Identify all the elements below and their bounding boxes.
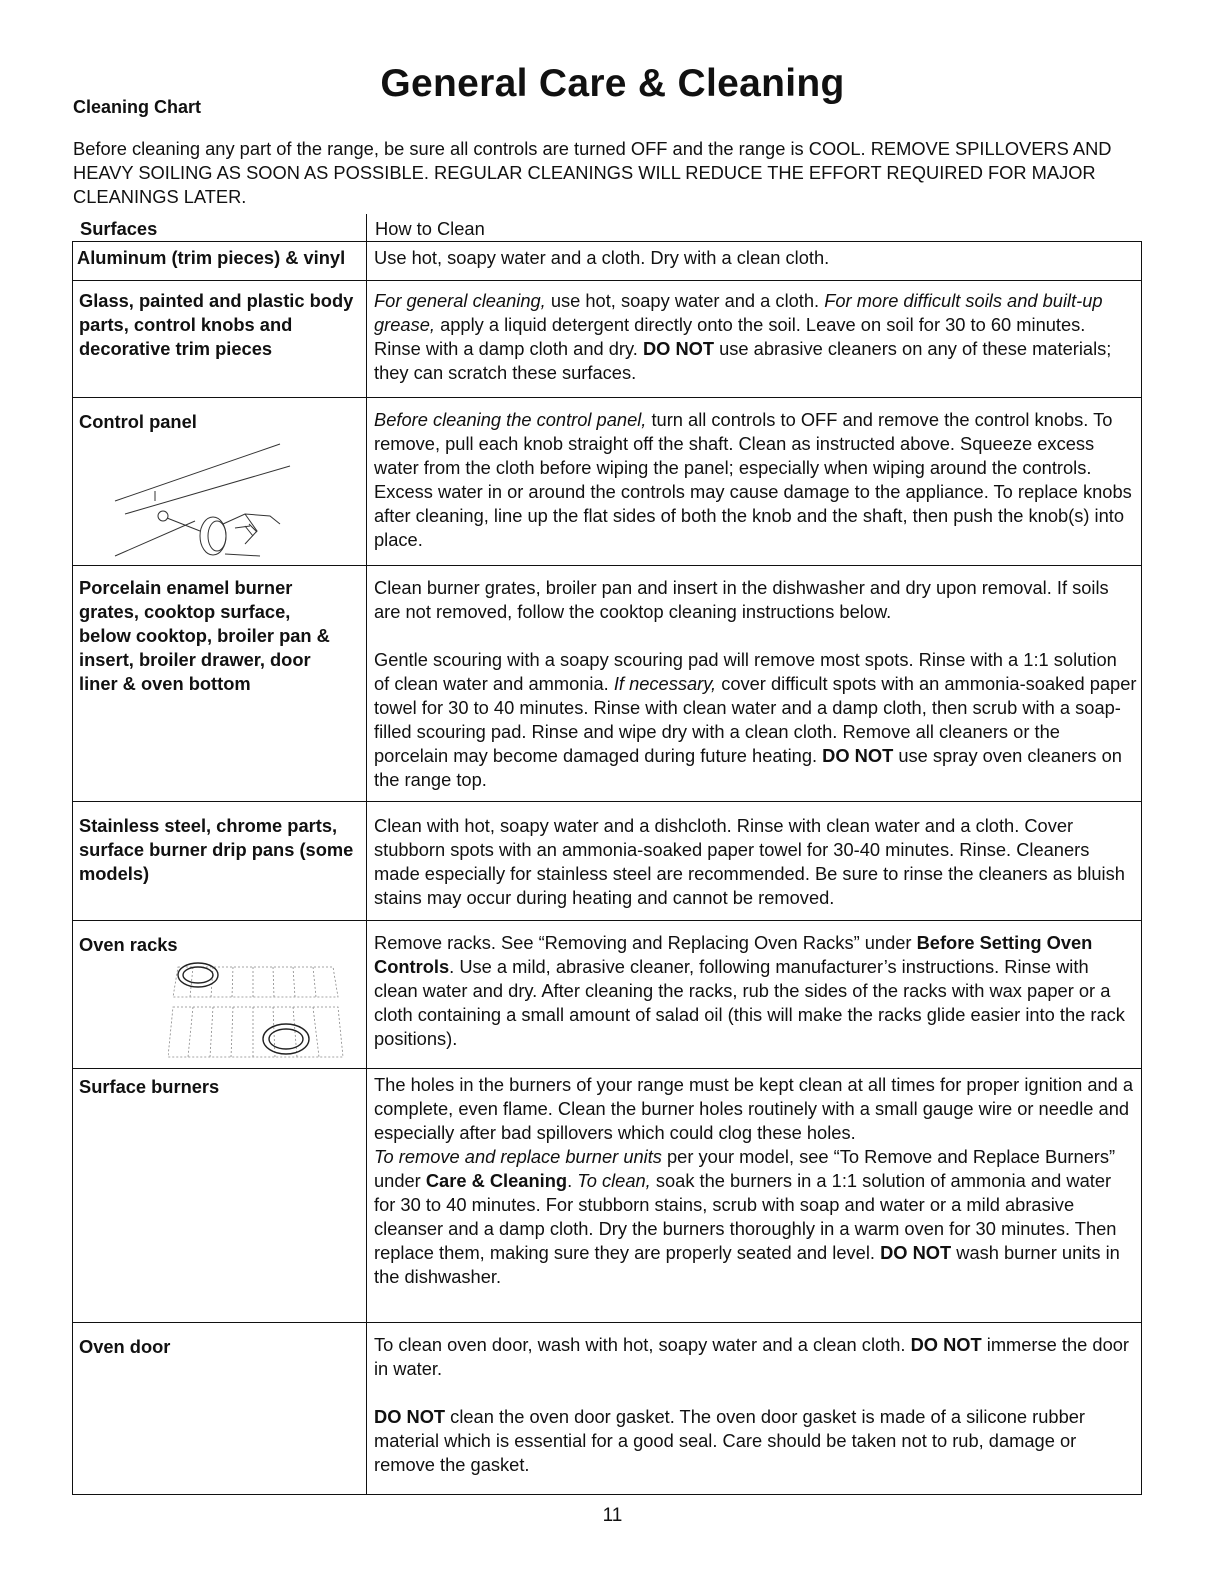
instruction-text	[374, 1145, 1137, 1289]
instruction-text	[374, 289, 1137, 385]
warning-bold: DO NOT	[822, 745, 894, 766]
page-number: 11	[602, 1505, 623, 1526]
surface-cell	[73, 281, 367, 397]
instruction-bold: Care & Cleaning	[425, 1170, 568, 1191]
surface-label: Surface burners	[79, 1076, 220, 1097]
page-title: General Care & Cleaning	[380, 62, 845, 105]
column-header-surfaces: Surfaces	[80, 218, 158, 239]
instruction-span: clean the oven door gasket. The oven door gasket is made of a silicone rubber material which is essential for a good seal. Care should be taken not to rub, damage or remove the gasket.	[374, 1406, 1085, 1475]
how-to-clean-cell	[367, 398, 1141, 565]
oven-rack-illustration	[168, 957, 348, 1065]
instruction-text	[374, 1333, 1137, 1381]
warning-bold: DO NOT	[642, 338, 715, 359]
how-to-clean-cell	[367, 921, 1141, 1068]
surface-label: Oven door	[79, 1336, 171, 1357]
table-row	[73, 801, 1141, 920]
surface-cell	[73, 1323, 367, 1494]
intro-paragraph: Before cleaning any part of the range, be sure all controls are turned OFF and the range is COOL. REMOVE SPILLOVERS AND HEAVY SOILING AS SOON AS POSSIBLE. REGULAR CLEANINGS WILL REDUCE THE EFFORT REQUIRED FOR MAJOR CLEANINGS LATER.	[73, 138, 1112, 207]
instruction-span: per your model, see “To Remove and Replace Burners” under	[374, 1146, 1116, 1191]
instruction-span: Gentle scouring with a soapy scouring pad will remove most spots. Rinse with a 1:1 solution of clean water and ammonia.	[374, 649, 1117, 694]
table-row	[73, 280, 1141, 397]
surface-cell	[73, 921, 367, 1068]
instruction-span: cover difficult spots with an ammonia-soaked paper towel for 30 to 40 minutes. Rinse with clean water and a damp cloth, then scrub with a soap-filled scouring pad. Rinse and wipe dry with a clean cloth. Remove all cleaners or the porcelain may become damaged during future heating.	[374, 673, 1137, 766]
table-row	[73, 565, 1141, 801]
instruction-bold: Before Setting Oven Controls	[374, 932, 1093, 977]
control-knob-illustration	[95, 436, 325, 561]
how-to-clean-cell	[367, 802, 1141, 920]
instruction-text: Clean with hot, soapy water and a dishcloth. Rinse with clean water and a cloth. Cover stubborn spots with an ammonia-soaked paper towel for 30-40 minutes. Rinse. Cleaners made especially for stainless steel are recommended. Be sure to rinse the cleaners as bluish stains may occur during heating and cannot be removed.	[374, 815, 1125, 908]
table-row	[73, 1068, 1141, 1322]
instruction-text	[374, 1405, 1137, 1477]
surface-label: Oven racks	[79, 934, 178, 955]
surface-label: Stainless steel, chrome parts, surface burner drip pans (some models)	[79, 815, 354, 884]
table-row	[73, 397, 1141, 565]
instruction-italic: For general cleaning,	[374, 290, 546, 311]
table-row	[73, 920, 1141, 1068]
instruction-span: apply a liquid detergent directly onto the soil. Leave on soil for 30 to 60 minutes. Rinse with a damp cloth and dry.	[374, 314, 1086, 359]
surface-label: Glass, painted and plastic body parts, control knobs and decorative trim pieces	[79, 290, 354, 359]
instruction-text	[374, 931, 1137, 1051]
instruction-span: wash burner units in the dishwasher.	[374, 1242, 1120, 1287]
instruction-span: soak the burners in a 1:1 solution of ammonia and water for 30 to 40 minutes. For stubborn stains, scrub with soap and water or a mild abrasive cleanser and a damp cloth. Dry the burners thoroughly in a warm oven for 30 minutes. Then replace them, making sure they are properly seated and level.	[374, 1170, 1117, 1263]
surface-cell	[73, 566, 367, 801]
instruction-italic: Before cleaning the control panel,	[374, 409, 647, 430]
instruction-span: use abrasive cleaners on any of these materials; they can scratch these surfaces.	[374, 338, 1112, 383]
column-header-how-to-clean: How to Clean	[375, 218, 485, 239]
surface-cell	[73, 242, 367, 280]
section-label: Cleaning Chart	[73, 97, 202, 117]
instruction-text	[374, 408, 1137, 552]
instruction-italic: To clean,	[577, 1170, 651, 1191]
table-row	[73, 1322, 1141, 1494]
surface-cell	[73, 398, 367, 565]
surface-cell	[73, 802, 367, 920]
header-divider	[366, 214, 367, 242]
instruction-italic: If necessary,	[613, 673, 717, 694]
instruction-span: use spray oven cleaners on the range top.	[374, 745, 1122, 790]
instruction-text: Clean burner grates, broiler pan and insert in the dishwasher and dry upon removal. If soils are not removed, follow the cooktop cleaning instructions below.	[374, 577, 1109, 622]
instruction-span: .	[567, 1170, 578, 1191]
instruction-text: The holes in the burners of your range must be kept clean at all times for proper ignition and a complete, even flame. Clean the burner holes routinely with a small gauge wire or needle and especially after bad spillovers which could clog these holes.	[374, 1074, 1134, 1143]
instruction-span: . Use a mild, abrasive cleaner, following manufacturer’s instructions. Rinse with clean water and dry. After cleaning the racks, rub the sides of the racks with wax paper or a cloth containing a small amount of salad oil (this will make the racks glide easier into the rack positions).	[374, 956, 1125, 1049]
how-to-clean-cell	[367, 281, 1141, 397]
surface-label: Porcelain enamel burner grates, cooktop surface, below cooktop, broiler pan & insert, broiler drawer, door liner & oven bottom	[79, 577, 330, 694]
how-to-clean-cell	[367, 566, 1141, 801]
instruction-text	[374, 648, 1137, 792]
instruction-span: Remove racks. See “Removing and Replacing Oven Racks” under	[374, 932, 917, 953]
instruction-italic: For more difficult soils and built-up grease,	[374, 290, 1103, 335]
instruction-span: turn all controls to OFF and remove the control knobs. To remove, pull each knob straight off the shaft. Clean as instructed above. Squeeze excess water from the cloth before wiping the panel; especially when wiping around the controls. Excess water in or around the controls may cause damage to the appliance. To replace knobs after cleaning, line up the flat sides of both the knob and the shaft, then push the knob(s) into place.	[374, 409, 1132, 550]
table-row	[73, 242, 1141, 280]
how-to-clean-cell	[367, 242, 1141, 280]
cleaning-table	[72, 241, 1142, 1495]
surface-label: Aluminum (trim pieces) & vinyl	[77, 247, 346, 268]
surface-label: Control panel	[79, 411, 197, 432]
warning-bold: DO NOT	[374, 1406, 446, 1427]
instruction-span: immerse the door in water.	[374, 1334, 1129, 1379]
instruction-span: To clean oven door, wash with hot, soapy water and a clean cloth.	[374, 1334, 911, 1355]
instruction-span: use hot, soapy water and a cloth.	[545, 290, 825, 311]
how-to-clean-cell	[367, 1069, 1141, 1322]
warning-bold: DO NOT	[880, 1242, 952, 1263]
warning-bold: DO NOT	[910, 1334, 982, 1355]
instruction-italic: To remove and replace burner units	[374, 1146, 662, 1167]
instruction-text: Use hot, soapy water and a cloth. Dry with a clean cloth.	[374, 247, 830, 268]
how-to-clean-cell	[367, 1323, 1141, 1494]
surface-cell	[73, 1069, 367, 1322]
